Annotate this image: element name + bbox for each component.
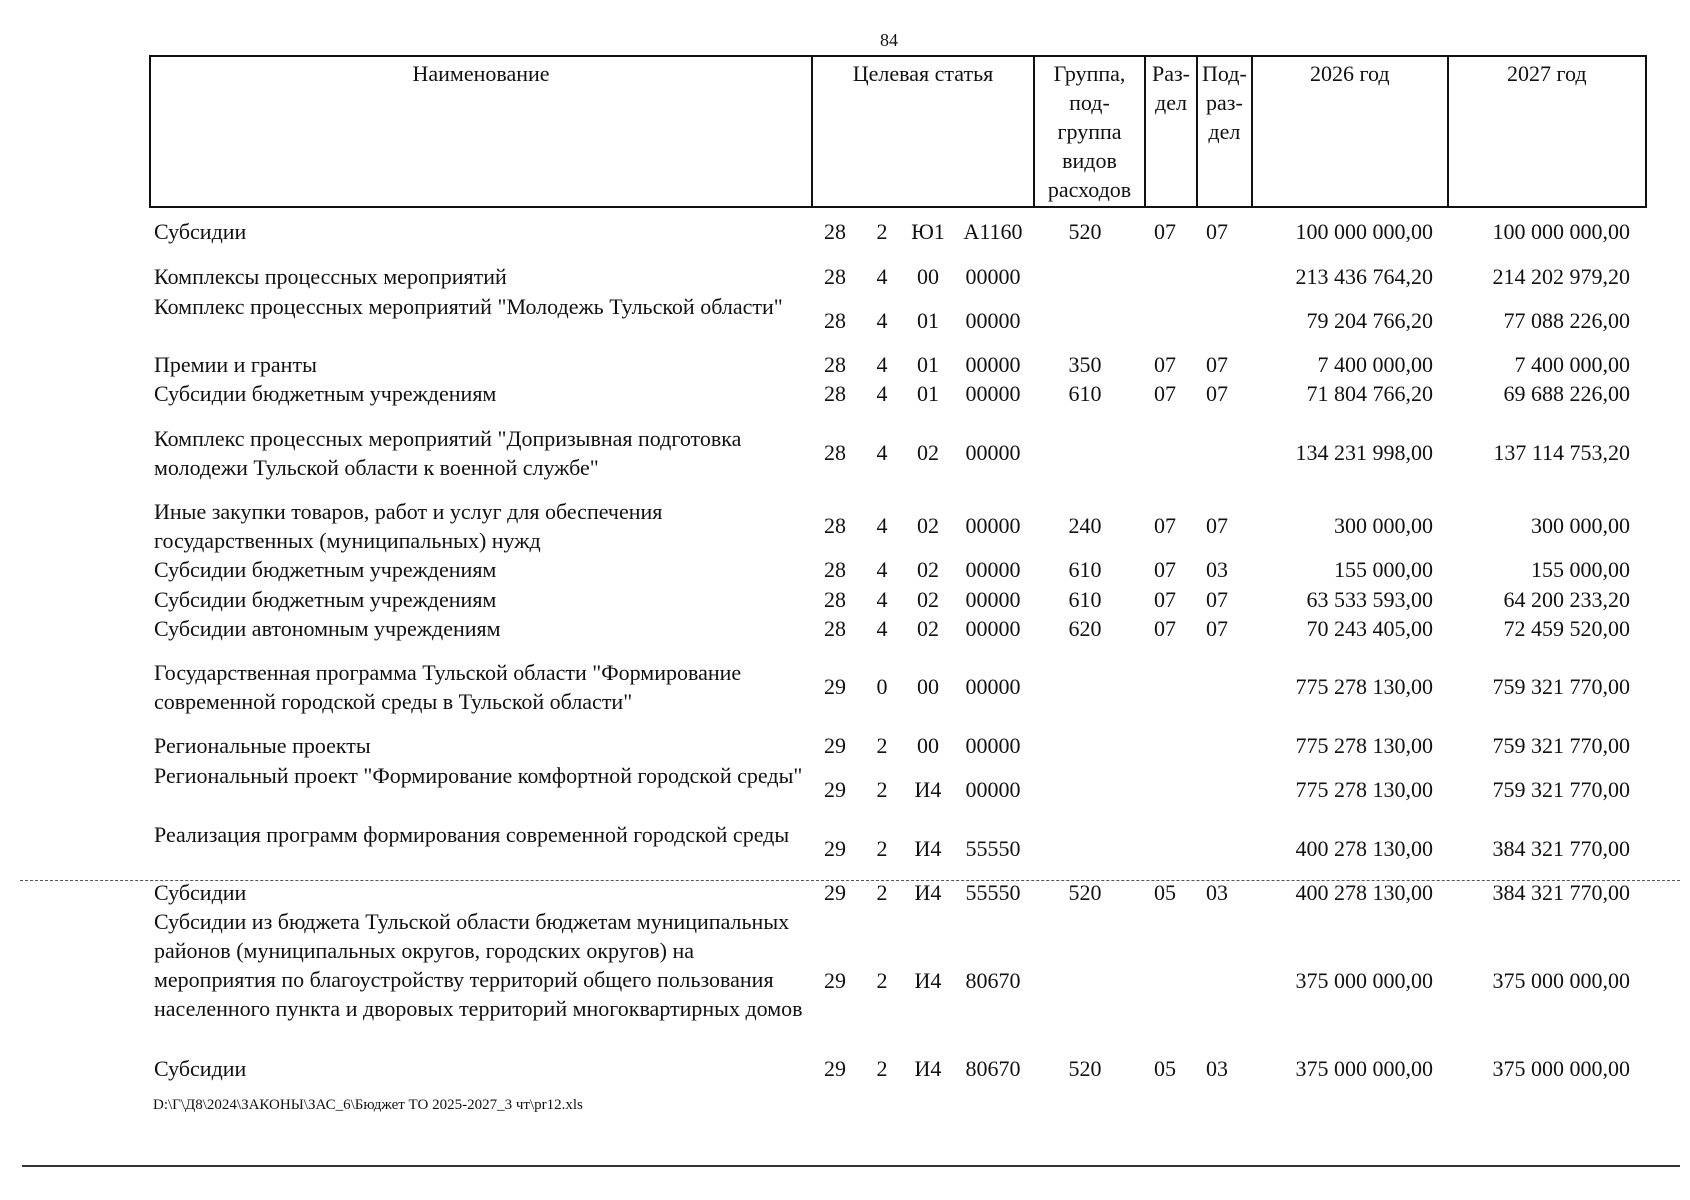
row-code-direction: 55550 bbox=[965, 880, 1021, 905]
row-name: Субсидии bbox=[154, 219, 247, 244]
row-code-structure: И4 bbox=[914, 968, 942, 993]
page-bottom-rule bbox=[22, 1165, 1680, 1167]
header-section: Раз- дел bbox=[1145, 56, 1197, 207]
row-name: Региональные проекты bbox=[154, 733, 371, 758]
row-section: 05 bbox=[1154, 1056, 1176, 1081]
row-expense-group: 620 bbox=[1068, 616, 1102, 641]
row-code-structure: 02 bbox=[917, 557, 939, 582]
row-expense-group: 520 bbox=[1068, 219, 1102, 244]
row-code-type: 4 bbox=[876, 440, 888, 465]
row-code-direction: 00000 bbox=[965, 440, 1021, 465]
row-code-structure: 01 bbox=[917, 381, 939, 406]
row-code-structure: 01 bbox=[917, 308, 939, 333]
row-code-program: 29 bbox=[824, 1056, 846, 1081]
row-amount-2026: 100 000 000,00 bbox=[1295, 219, 1433, 244]
row-code-program: 28 bbox=[824, 264, 846, 289]
row-code-program: 29 bbox=[824, 674, 846, 699]
row-code-direction: 00000 bbox=[965, 381, 1021, 406]
row-code-direction: 00000 bbox=[965, 308, 1021, 333]
row-code-program: 28 bbox=[824, 352, 846, 377]
row-name: Государственная программа Тульской области "Формирование современной городской среды в Тульской области" bbox=[154, 660, 742, 714]
row-subsection: 07 bbox=[1206, 587, 1228, 612]
row-code-program: 28 bbox=[824, 381, 846, 406]
row-section: 07 bbox=[1154, 587, 1176, 612]
row-amount-2026: 213 436 764,20 bbox=[1295, 264, 1433, 289]
row-code-type: 2 bbox=[876, 968, 888, 993]
row-name: Региональный проект "Формирование комфортной городской среды" bbox=[154, 763, 803, 788]
row-expense-group: 240 bbox=[1068, 513, 1102, 538]
row-amount-2027: 759 321 770,00 bbox=[1492, 777, 1630, 802]
row-code-program: 28 bbox=[824, 308, 846, 333]
row-name: Комплекс процессных мероприятий "Молодежь Тульской области" bbox=[154, 294, 783, 319]
row-amount-2027: 759 321 770,00 bbox=[1492, 674, 1630, 699]
row-amount-2026: 775 278 130,00 bbox=[1295, 733, 1433, 758]
row-amount-2026: 775 278 130,00 bbox=[1295, 777, 1433, 802]
row-amount-2027: 759 321 770,00 bbox=[1492, 733, 1630, 758]
row-subsection: 07 bbox=[1206, 513, 1228, 538]
row-amount-2027: 375 000 000,00 bbox=[1492, 968, 1630, 993]
row-name: Иные закупки товаров, работ и услуг для обеспечения государственных (муниципальных) нужд bbox=[154, 499, 663, 553]
row-amount-2026: 775 278 130,00 bbox=[1295, 674, 1433, 699]
row-amount-2027: 214 202 979,20 bbox=[1492, 264, 1630, 289]
row-name: Субсидии бюджетным учреждениям bbox=[154, 381, 497, 406]
row-code-type: 4 bbox=[876, 352, 888, 377]
row-amount-2026: 71 804 766,20 bbox=[1306, 381, 1433, 406]
row-code-program: 28 bbox=[824, 557, 846, 582]
row-code-program: 29 bbox=[824, 880, 846, 905]
row-code-type: 4 bbox=[876, 381, 888, 406]
row-code-type: 4 bbox=[876, 557, 888, 582]
row-section: 07 bbox=[1154, 513, 1176, 538]
row-code-type: 2 bbox=[876, 880, 888, 905]
row-name: Субсидии из бюджета Тульской области бюджетам муниципальных районов (муниципальных округов, городских округов) на мероприятия по благоустройству территорий общего пользования населенного пункта и дворовых территорий многоквартирных домов bbox=[154, 909, 803, 1021]
row-name: Комплекс процессных мероприятий "Допризывная подготовка молодежи Тульской области к военной службе" bbox=[154, 426, 742, 480]
row-amount-2026: 375 000 000,00 bbox=[1295, 1056, 1433, 1081]
row-code-type: 2 bbox=[876, 733, 888, 758]
row-section: 07 bbox=[1154, 381, 1176, 406]
row-section: 07 bbox=[1154, 557, 1176, 582]
row-code-program: 28 bbox=[824, 587, 846, 612]
row-code-structure: 00 bbox=[917, 674, 939, 699]
row-code-direction: 80670 bbox=[965, 968, 1021, 993]
header-year-2027: 2027 год bbox=[1448, 56, 1646, 207]
row-code-direction: 00000 bbox=[965, 616, 1021, 641]
row-code-structure: 02 bbox=[917, 587, 939, 612]
row-code-program: 28 bbox=[824, 219, 846, 244]
row-name: Субсидии бюджетным учреждениям bbox=[154, 557, 497, 582]
row-subsection: 03 bbox=[1206, 880, 1228, 905]
row-code-type: 4 bbox=[876, 513, 888, 538]
row-expense-group: 610 bbox=[1068, 587, 1102, 612]
row-amount-2026: 63 533 593,00 bbox=[1306, 587, 1433, 612]
row-amount-2027: 72 459 520,00 bbox=[1503, 616, 1630, 641]
row-code-direction: 80670 bbox=[965, 1056, 1021, 1081]
row-code-type: 4 bbox=[876, 587, 888, 612]
row-code-program: 29 bbox=[824, 733, 846, 758]
row-expense-group: 520 bbox=[1068, 1056, 1102, 1081]
header-expense-group: Группа, под- группа видов расходов bbox=[1034, 56, 1145, 207]
row-amount-2027: 100 000 000,00 bbox=[1492, 219, 1630, 244]
row-amount-2026: 70 243 405,00 bbox=[1306, 616, 1433, 641]
row-amount-2027: 384 321 770,00 bbox=[1492, 836, 1630, 861]
row-code-direction: 00000 bbox=[965, 674, 1021, 699]
row-expense-group: 610 bbox=[1068, 381, 1102, 406]
row-amount-2026: 79 204 766,20 bbox=[1306, 308, 1433, 333]
file-path-footer: D:\Г\Д8\2024\ЗАКОНЫ\ЗАС_6\Бюджет ТО 2025-2027_3 чт\pr12.xls bbox=[153, 1097, 583, 1113]
row-code-structure: 00 bbox=[917, 733, 939, 758]
row-section: 05 bbox=[1154, 880, 1176, 905]
row-code-program: 29 bbox=[824, 968, 846, 993]
header-subsection: Под- раз- дел bbox=[1197, 56, 1252, 207]
row-expense-group: 520 bbox=[1068, 880, 1102, 905]
row-amount-2027: 69 688 226,00 bbox=[1503, 381, 1630, 406]
row-amount-2026: 134 231 998,00 bbox=[1295, 440, 1433, 465]
row-section: 07 bbox=[1154, 219, 1176, 244]
row-code-program: 28 bbox=[824, 616, 846, 641]
row-subsection: 07 bbox=[1206, 381, 1228, 406]
row-code-direction: 00000 bbox=[965, 264, 1021, 289]
header-year-2026: 2026 год bbox=[1252, 56, 1448, 207]
page-number: 84 bbox=[880, 30, 898, 50]
row-code-structure: 01 bbox=[917, 352, 939, 377]
row-amount-2027: 155 000,00 bbox=[1531, 557, 1630, 582]
row-subsection: 07 bbox=[1206, 219, 1228, 244]
row-code-structure: 02 bbox=[917, 513, 939, 538]
row-amount-2026: 300 000,00 bbox=[1334, 513, 1433, 538]
header-target-article: Целевая статья bbox=[812, 56, 1034, 207]
row-code-structure: И4 bbox=[914, 836, 942, 861]
row-subsection: 03 bbox=[1206, 557, 1228, 582]
row-code-type: 2 bbox=[876, 1056, 888, 1081]
row-name: Комплексы процессных мероприятий bbox=[154, 264, 507, 289]
row-code-type: 4 bbox=[876, 308, 888, 333]
row-name: Реализация программ формирования современной городской среды bbox=[154, 822, 790, 847]
row-amount-2026: 400 278 130,00 bbox=[1295, 880, 1433, 905]
row-code-direction: 00000 bbox=[965, 777, 1021, 802]
row-subsection: 03 bbox=[1206, 1056, 1228, 1081]
row-code-program: 28 bbox=[824, 513, 846, 538]
row-name: Субсидии автономным учреждениям bbox=[154, 616, 501, 641]
row-code-program: 29 bbox=[824, 836, 846, 861]
row-name: Премии и гранты bbox=[154, 352, 317, 377]
row-code-direction: 00000 bbox=[965, 513, 1021, 538]
row-subsection: 07 bbox=[1206, 616, 1228, 641]
row-amount-2027: 384 321 770,00 bbox=[1492, 880, 1630, 905]
row-amount-2026: 155 000,00 bbox=[1334, 557, 1433, 582]
row-amount-2027: 300 000,00 bbox=[1531, 513, 1630, 538]
row-code-structure: Ю1 bbox=[911, 219, 945, 244]
row-section: 07 bbox=[1154, 616, 1176, 641]
row-code-direction: 00000 bbox=[965, 587, 1021, 612]
row-expense-group: 350 bbox=[1068, 352, 1102, 377]
row-name: Субсидии bbox=[154, 1056, 247, 1081]
row-name: Субсидии bbox=[154, 880, 247, 905]
row-code-program: 28 bbox=[824, 440, 846, 465]
row-code-direction: А1160 bbox=[963, 219, 1023, 244]
row-amount-2027: 375 000 000,00 bbox=[1492, 1056, 1630, 1081]
row-name: Субсидии бюджетным учреждениям bbox=[154, 587, 497, 612]
row-section: 07 bbox=[1154, 352, 1176, 377]
row-code-direction: 00000 bbox=[965, 352, 1021, 377]
row-subsection: 07 bbox=[1206, 352, 1228, 377]
row-code-structure: 02 bbox=[917, 440, 939, 465]
row-code-type: 2 bbox=[876, 836, 888, 861]
row-amount-2026: 7 400 000,00 bbox=[1317, 352, 1433, 377]
row-code-structure: И4 bbox=[914, 1056, 942, 1081]
row-code-direction: 55550 bbox=[965, 836, 1021, 861]
row-code-type: 0 bbox=[876, 674, 888, 699]
row-code-type: 4 bbox=[876, 264, 888, 289]
row-code-type: 2 bbox=[876, 777, 888, 802]
row-amount-2026: 400 278 130,00 bbox=[1295, 836, 1433, 861]
row-amount-2027: 64 200 233,20 bbox=[1503, 587, 1630, 612]
row-code-structure: И4 bbox=[914, 880, 942, 905]
row-code-direction: 00000 bbox=[965, 557, 1021, 582]
row-amount-2027: 7 400 000,00 bbox=[1514, 352, 1630, 377]
row-code-structure: И4 bbox=[914, 777, 942, 802]
row-amount-2027: 77 088 226,00 bbox=[1503, 308, 1630, 333]
row-amount-2026: 375 000 000,00 bbox=[1295, 968, 1433, 993]
row-code-type: 2 bbox=[876, 219, 888, 244]
row-code-direction: 00000 bbox=[965, 733, 1021, 758]
header-name: Наименование bbox=[150, 56, 812, 207]
row-code-structure: 02 bbox=[917, 616, 939, 641]
row-code-program: 29 bbox=[824, 777, 846, 802]
row-code-structure: 00 bbox=[917, 264, 939, 289]
row-amount-2027: 137 114 753,20 bbox=[1493, 440, 1630, 465]
row-code-type: 4 bbox=[876, 616, 888, 641]
row-expense-group: 610 bbox=[1068, 557, 1102, 582]
